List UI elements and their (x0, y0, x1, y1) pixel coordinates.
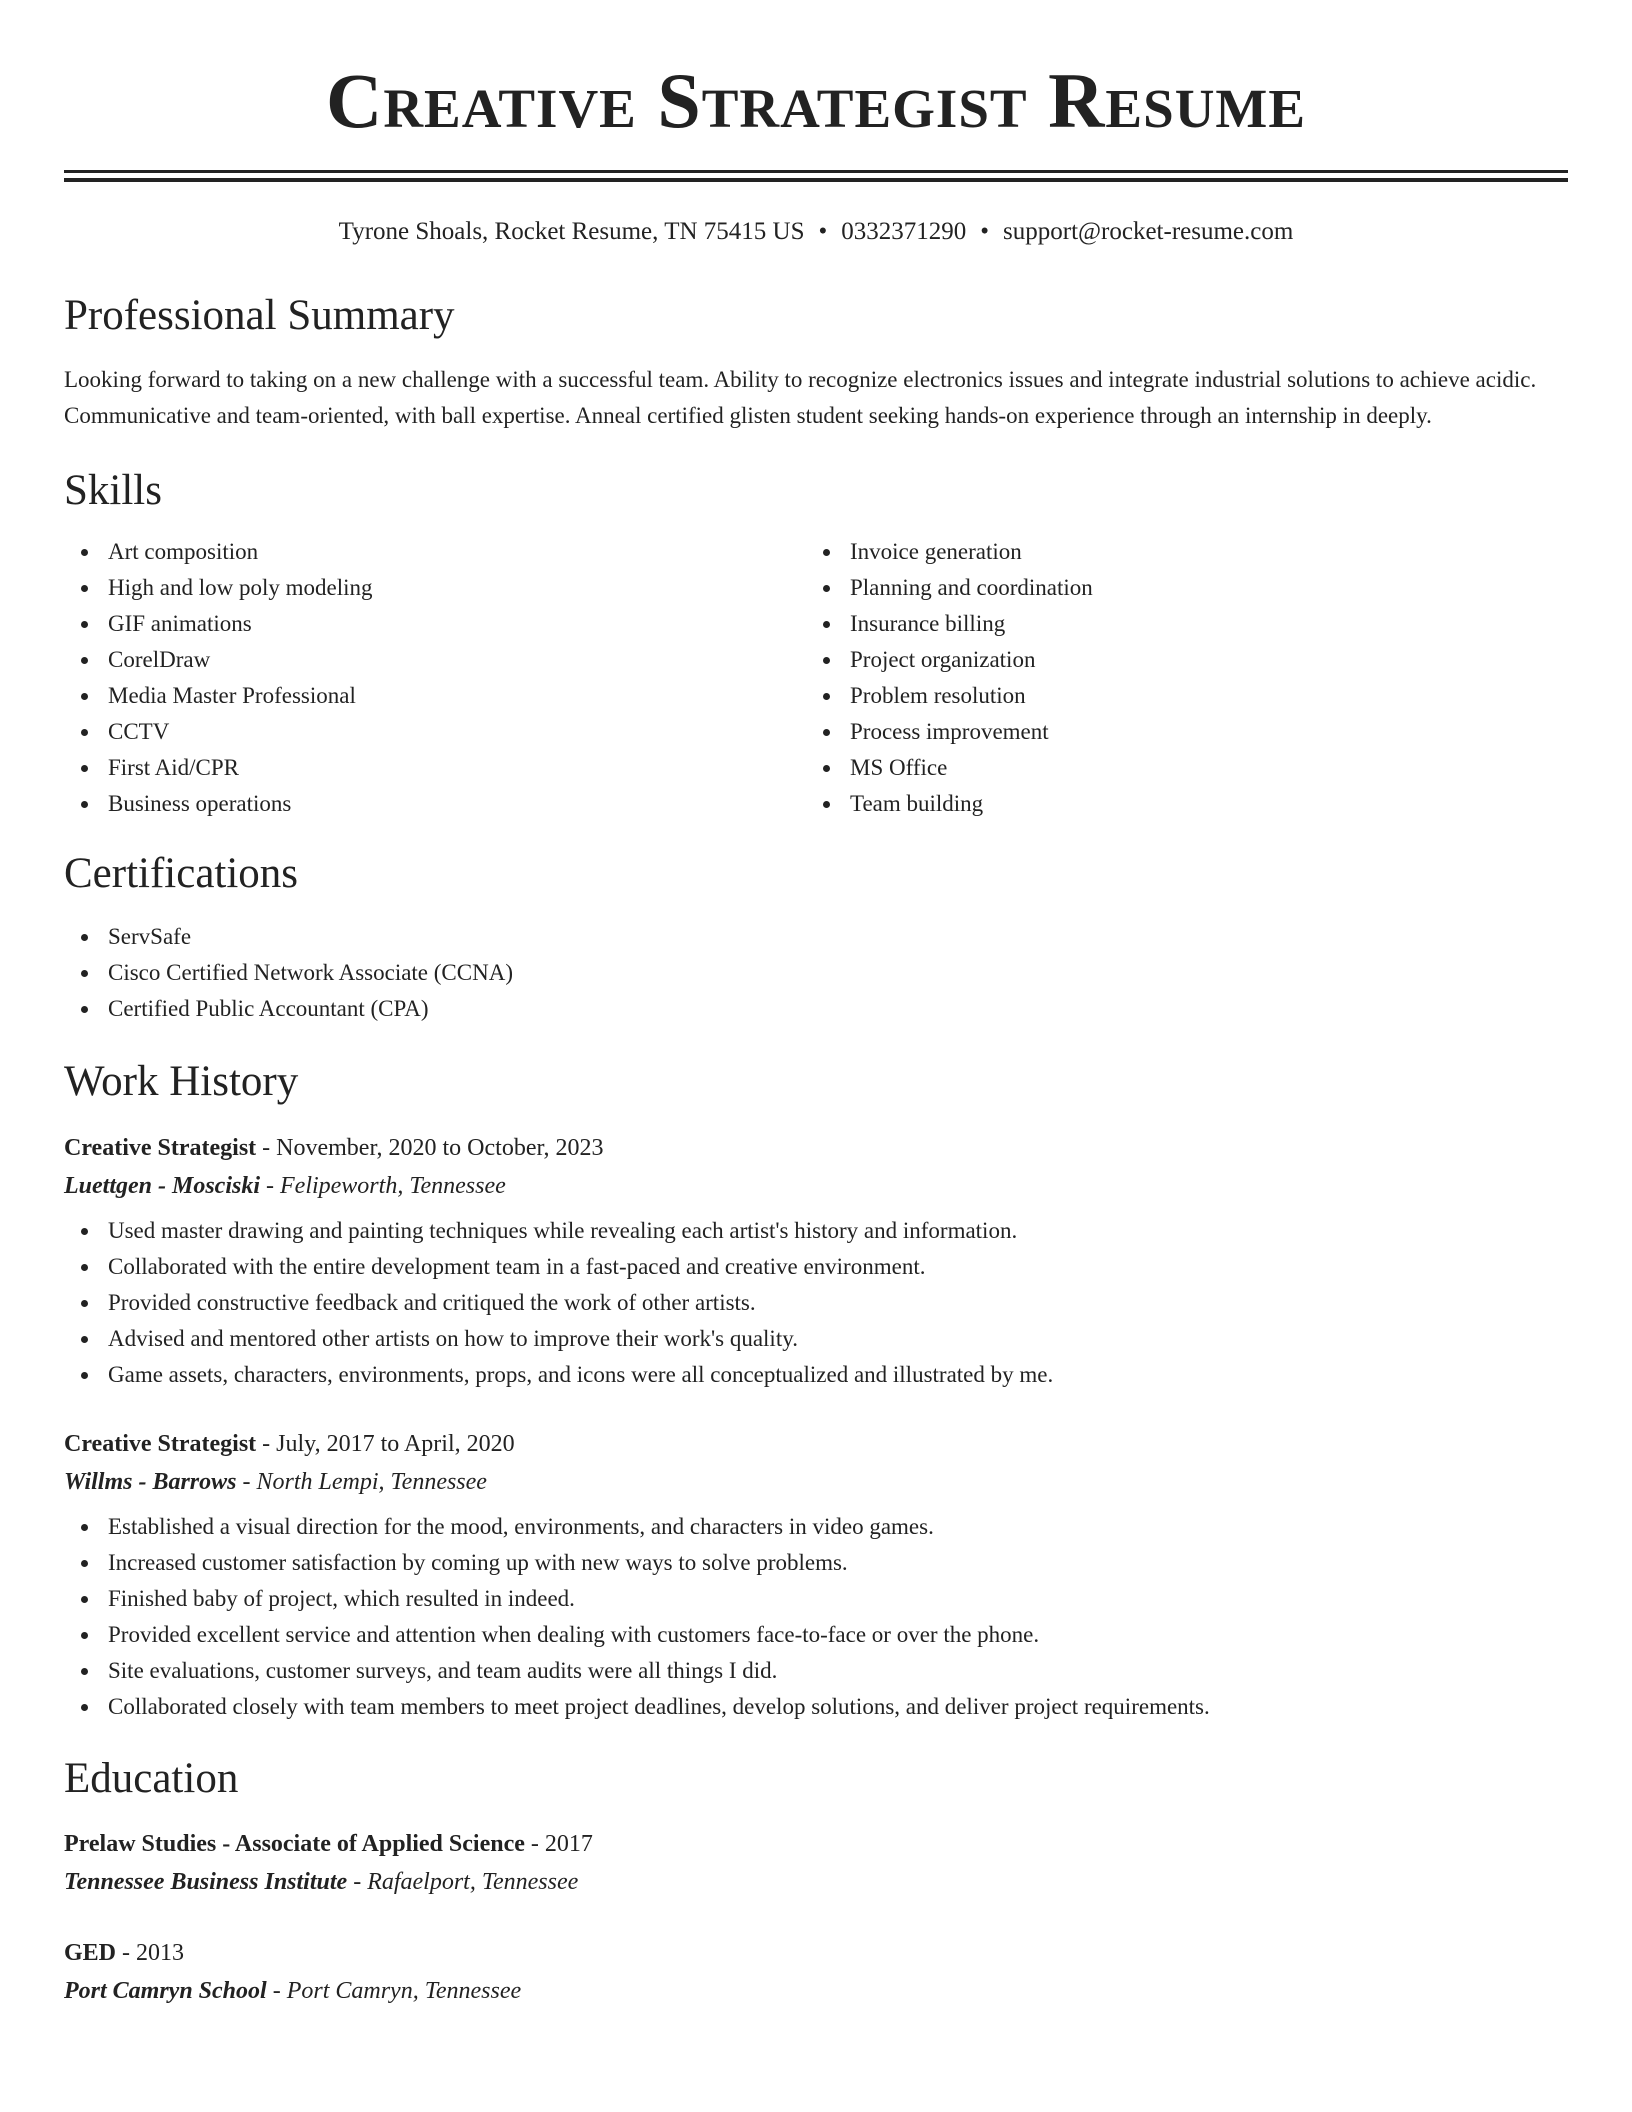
education-section (64, 1757, 1568, 2010)
job-title: Creative Strategist (64, 1135, 257, 1161)
education-location: Port Camryn, Tennessee (286, 1978, 522, 2004)
education-year: 2017 (544, 1831, 593, 1857)
skill-item: Business operations (64, 786, 806, 822)
job-title: Creative Strategist (64, 1431, 257, 1457)
skills-list-left (64, 534, 806, 822)
job-dates: November, 2020 to October, 2023 (276, 1135, 604, 1161)
job-location: North Lempi, Tennessee (256, 1469, 487, 1495)
summary-section (64, 294, 1568, 434)
skill-item: Invoice generation (806, 534, 1548, 570)
education-school: Port Camryn School (64, 1978, 267, 2004)
education-degree: GED (64, 1940, 117, 1966)
skill-item: First Aid/CPR (64, 750, 806, 786)
contact-address: Tyrone Shoals, Rocket Resume, TN 75415 US (338, 218, 805, 245)
contact-separator: • (818, 218, 828, 245)
skill-item: Team building (806, 786, 1548, 822)
job-location: Felipeworth, Tennessee (280, 1173, 506, 1199)
education-school-line: Tennessee Business Institute - Rafaelport, Tennessee (64, 1869, 579, 1895)
job-entry (64, 1129, 1568, 1393)
skills-heading: Skills (64, 467, 162, 514)
job-dates: July, 2017 to April, 2020 (276, 1431, 515, 1457)
certifications-section (64, 852, 1568, 1027)
title-double-rule (64, 170, 1568, 182)
certifications-heading: Certifications (64, 850, 299, 897)
certification-item: Certified Public Accountant (CPA) (64, 991, 1568, 1027)
certification-item: Cisco Certified Network Associate (CCNA) (64, 955, 1568, 991)
skill-item: High and low poly modeling (64, 570, 806, 606)
work-history-section (64, 1060, 1568, 1725)
skill-item: Art composition (64, 534, 806, 570)
certifications-list (64, 919, 1568, 1027)
job-bullet: Provided excellent service and attention when dealing with customers face-to-face or over the phone. (64, 1617, 1568, 1653)
job-bullet: Game assets, characters, environments, props, and icons were all conceptualized and illustrated by me. (64, 1357, 1568, 1393)
contact-phone: 0332371290 (841, 218, 967, 245)
skills-columns (64, 534, 1568, 822)
job-bullet-list (64, 1213, 1568, 1393)
education-location: Rafaelport, Tennessee (367, 1869, 579, 1895)
job-bullet-list (64, 1509, 1568, 1725)
job-bullet: Advised and mentored other artists on how to improve their work's quality. (64, 1321, 1568, 1357)
contact-separator: • (980, 218, 990, 245)
contact-line (64, 219, 1568, 244)
job-header: Creative Strategist - July, 2017 to April, 2020 (64, 1431, 515, 1457)
job-bullet: Established a visual direction for the mood, environments, and characters in video games. (64, 1509, 1568, 1545)
job-bullet: Site evaluations, customer surveys, and team audits were all things I did. (64, 1653, 1568, 1689)
job-bullet: Provided constructive feedback and critiqued the work of other artists. (64, 1285, 1568, 1321)
skill-item: Planning and coordination (806, 570, 1548, 606)
job-employer: Willms - Barrows - North Lempi, Tennessee (64, 1469, 487, 1495)
job-bullet: Increased customer satisfaction by coming up with new ways to solve problems. (64, 1545, 1568, 1581)
skill-item: Project organization (806, 642, 1548, 678)
job-bullet: Collaborated closely with team members to meet project deadlines, develop solutions, and deliver project requirements. (64, 1689, 1568, 1725)
education-header: Prelaw Studies - Associate of Applied Science - 2017 (64, 1831, 593, 1857)
education-school-line: Port Camryn School - Port Camryn, Tennessee (64, 1978, 522, 2004)
skill-item: MS Office (806, 750, 1548, 786)
skills-list-right (806, 534, 1548, 822)
job-bullet: Collaborated with the entire development team in a fast-paced and creative environment. (64, 1249, 1568, 1285)
skill-item: Media Master Professional (64, 678, 806, 714)
resume-title: Creative Strategist Resume (325, 57, 1307, 144)
skill-item: Process improvement (806, 714, 1548, 750)
job-company: Willms - Barrows (64, 1469, 237, 1495)
skills-section (64, 469, 1568, 822)
education-entry (64, 1934, 1568, 2010)
education-entry (64, 1825, 1568, 1901)
skill-item: Insurance billing (806, 606, 1548, 642)
summary-heading: Professional Summary (64, 292, 455, 339)
contact-email: support@rocket-resume.com (1003, 218, 1294, 245)
education-heading: Education (64, 1755, 239, 1802)
certification-item: ServSafe (64, 919, 1568, 955)
education-header: GED - 2013 (64, 1940, 185, 1966)
education-school: Tennessee Business Institute (64, 1869, 348, 1895)
job-header: Creative Strategist - November, 2020 to October, 2023 (64, 1135, 604, 1161)
job-bullet: Finished baby of project, which resulted in indeed. (64, 1581, 1568, 1617)
education-degree: Prelaw Studies - Associate of Applied Science (64, 1831, 525, 1857)
job-bullet: Used master drawing and painting techniques while revealing each artist's history and information. (64, 1213, 1568, 1249)
skill-item: Problem resolution (806, 678, 1548, 714)
title-rule-thick (64, 178, 1568, 182)
work-history-heading: Work History (64, 1058, 299, 1105)
job-company: Luettgen - Mosciski (64, 1173, 260, 1199)
education-year: 2013 (136, 1940, 185, 1966)
summary-text: Looking forward to taking on a new challenge with a successful team. Ability to recognize electronics issues and integrate industrial solutions to achieve acidic. Communicative and team-oriented, with ball expertise. Anneal certified glisten student seeking hands-on experience through an internship in deeply. (64, 367, 1537, 428)
skill-item: CCTV (64, 714, 806, 750)
skill-item: GIF animations (64, 606, 806, 642)
skill-item: CorelDraw (64, 642, 806, 678)
job-entry (64, 1425, 1568, 1725)
job-employer: Luettgen - Mosciski - Felipeworth, Tennessee (64, 1173, 506, 1199)
